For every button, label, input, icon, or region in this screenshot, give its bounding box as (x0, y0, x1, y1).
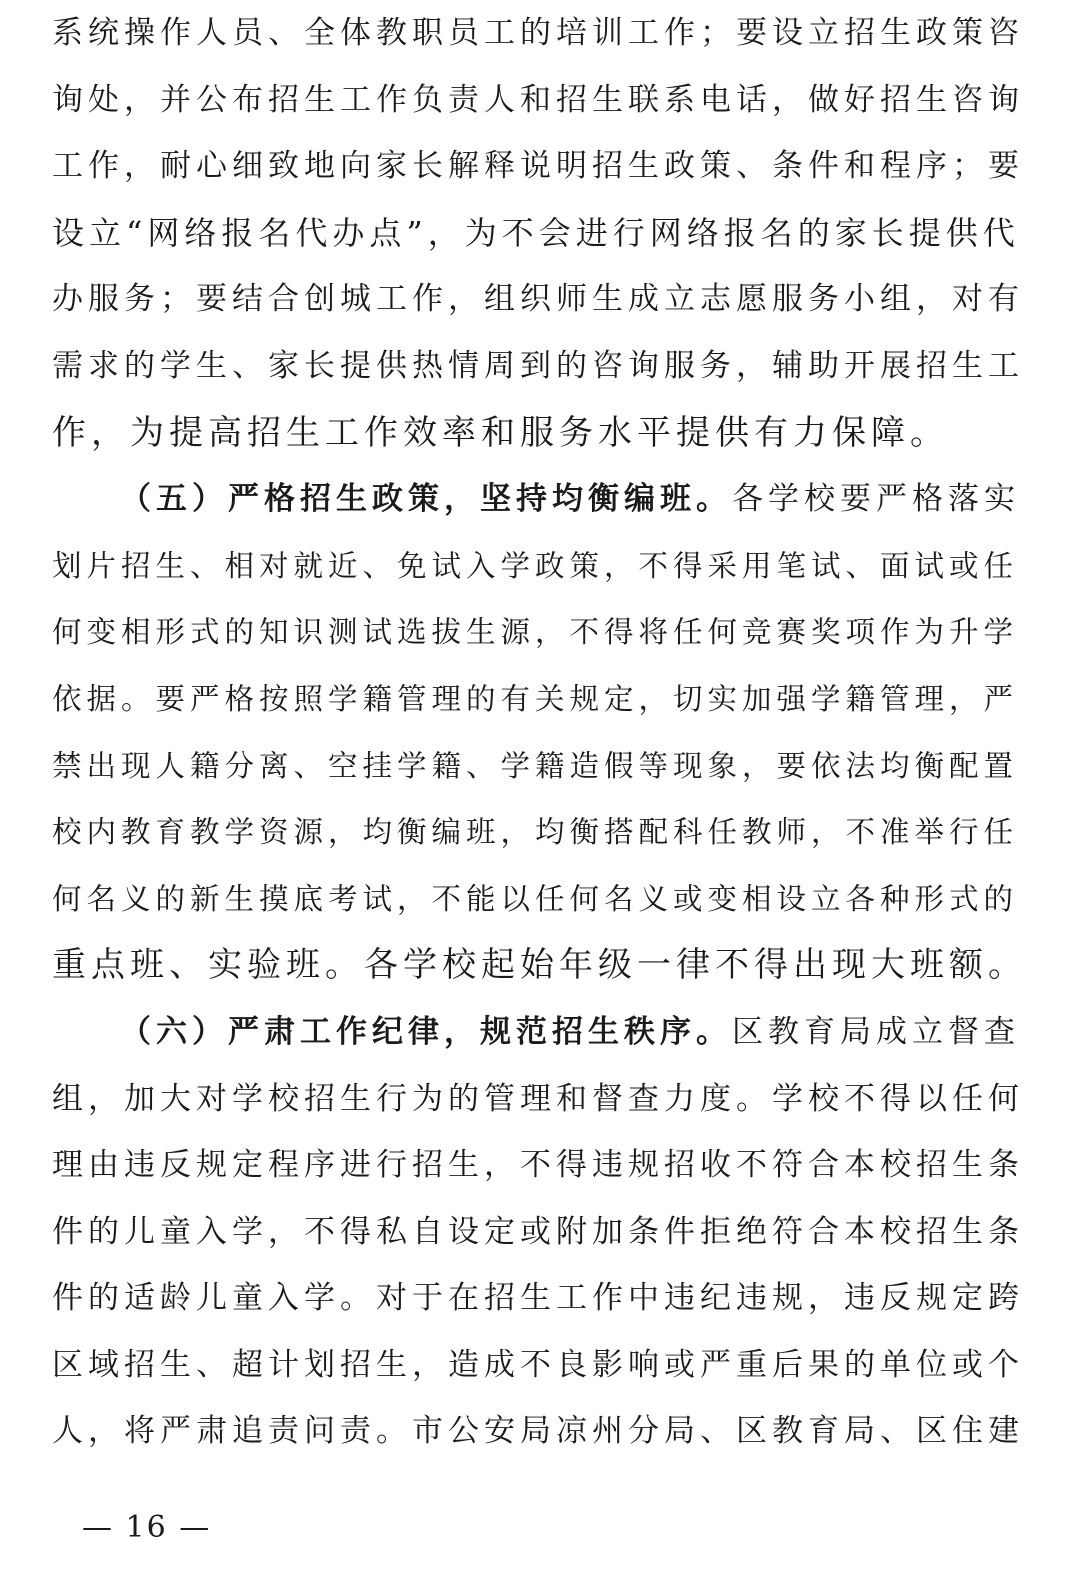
text-line (52, 1398, 1028, 1465)
line-text: 区教育局成立督查 (732, 1013, 1020, 1050)
text-line (52, 1199, 1028, 1266)
text-line (52, 599, 1028, 666)
text-line (52, 666, 1028, 733)
text-line (52, 799, 1028, 866)
text-line (52, 133, 1028, 200)
line-text: 组，加大对学校招生行为的管理和督查力度。学校不得以任何 (52, 1080, 1024, 1117)
section-heading: （五）严格招生政策，坚持均衡编班。 (120, 481, 732, 518)
text-line (52, 733, 1028, 800)
line-text: 何变相形式的知识测试选拔生源，不得将任何竞赛奖项作为升学 (52, 615, 1019, 650)
line-text: 件的儿童入学，不得私自设定或附加条件拒绝符合本校招生条 (52, 1213, 1024, 1250)
text-line (52, 466, 1028, 533)
line-text: 系统操作人员、全体教职员工的培训工作；要设立招生政策咨 (52, 15, 1024, 51)
line-text: 划片招生、相对就近、免试入学政策，不得采用笔试、面试或任 (52, 548, 1019, 583)
text-line (52, 1066, 1028, 1133)
text-line (52, 0, 1028, 67)
document-body (52, 0, 1028, 1465)
text-line (52, 1332, 1028, 1399)
line-text: 询处，并公布招生工作负责人和招生联系电话，做好招生咨询 (52, 81, 1024, 118)
line-text: 校内教育教学资源，均衡编班，均衡搭配科任教师，不准举行任 (52, 815, 1019, 850)
line-text: 设立“网络报名代办点”，为不会进行网络报名的家长提供代 (52, 213, 1020, 252)
line-text: 禁出现人籍分离、空挂学籍、学籍造假等现象，要依法均衡配置 (52, 748, 1019, 783)
text-line (52, 67, 1028, 134)
line-text: 依据。要严格按照学籍管理的有关规定，切实加强学籍管理，严 (52, 681, 1019, 716)
text-line (52, 200, 1028, 267)
text-line (52, 932, 1028, 999)
text-line (52, 1132, 1028, 1199)
line-text: 何名义的新生摸底考试，不能以任何名义或变相设立各种形式的 (52, 881, 1019, 916)
text-line (52, 1265, 1028, 1332)
line-text: 需求的学生、家长提供热情周到的咨询服务，辅助开展招生工 (52, 347, 1024, 384)
section-heading: （六）严肃工作纪律，规范招生秩序。 (120, 1013, 732, 1050)
line-text: 区域招生、超计划招生，造成不良影响或严重后果的单位或个 (52, 1346, 1024, 1383)
line-text: 工作，耐心细致地向家长解释说明招生政策、条件和程序；要 (52, 148, 1024, 185)
text-line (52, 400, 1028, 467)
text-line (52, 333, 1028, 400)
line-text: 办服务；要结合创城工作，组织师生成立志愿服务小组，对有 (52, 281, 1024, 318)
text-line (52, 999, 1028, 1066)
text-line (52, 866, 1028, 933)
line-text: 件的适龄儿童入学。对于在招生工作中违纪违规，违反规定跨 (52, 1280, 1024, 1317)
line-text: 理由违反规定程序进行招生，不得违规招收不符合本校招生条 (52, 1147, 1024, 1184)
page-number: — 16 — (82, 1510, 212, 1545)
line-text: 人，将严肃追责问责。市公安局凉州分局、区教育局、区住建 (52, 1413, 1024, 1450)
line-text: 作，为提高招生工作效率和服务水平提供有力保障。 (52, 412, 949, 453)
text-line (52, 533, 1028, 600)
line-text: 重点班、实验班。各学校起始年级一律不得出现大班额。 (52, 945, 1027, 986)
line-text: 各学校要严格落实 (732, 481, 1020, 518)
text-line (52, 266, 1028, 333)
